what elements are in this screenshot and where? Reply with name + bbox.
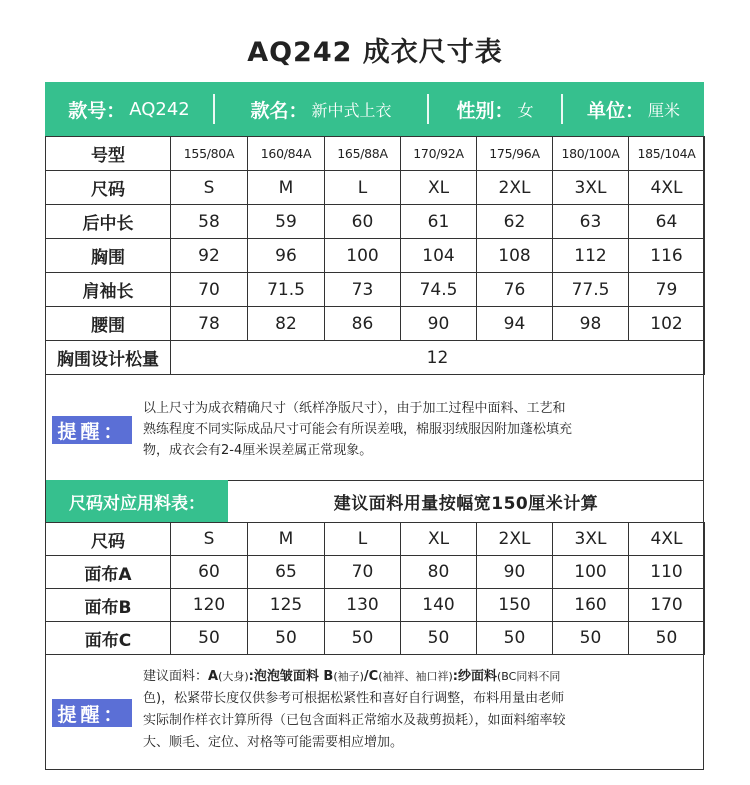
- tip-line: [143, 666, 698, 688]
- page-title: AQ242 成衣尺寸表: [247, 37, 503, 68]
- table-cell: 140: [401, 589, 477, 622]
- table-row: [46, 622, 705, 655]
- unit-value: 厘米: [648, 100, 681, 120]
- header-divider: [561, 94, 563, 124]
- tip-line: 物，成衣会有2-4厘米误差属正常现象。: [143, 443, 373, 458]
- table-cell: 3XL: [553, 171, 629, 205]
- fabric-section-title: 尺码对应用料表：: [46, 480, 228, 522]
- header-divider: [427, 94, 429, 124]
- tip-text-run: (BC同料不同: [497, 670, 561, 683]
- tip-text-run: B: [318, 669, 334, 684]
- tip-text-run: :纱面料: [452, 669, 497, 684]
- table-row: [46, 239, 705, 273]
- table-cell: 170/92A: [401, 137, 477, 171]
- table-cell: S: [171, 523, 248, 556]
- table-cell: 155/80A: [171, 137, 248, 171]
- table-cell: 50: [171, 622, 248, 655]
- row-label: 肩袖长: [46, 273, 171, 307]
- table-cell: 77.5: [553, 273, 629, 307]
- table-cell: M: [248, 523, 325, 556]
- fabric-table: [45, 522, 705, 655]
- tip-text-run: (袖子): [333, 670, 364, 683]
- table-row: [46, 589, 705, 622]
- header-bar: [45, 82, 704, 136]
- table-cell: L: [325, 171, 401, 205]
- table-cell: 130: [325, 589, 401, 622]
- table-cell: 86: [325, 307, 401, 341]
- table-cell: 2XL: [477, 523, 553, 556]
- table-cell: 112: [553, 239, 629, 273]
- table-row: [46, 273, 705, 307]
- table-row: [46, 171, 705, 205]
- table-cell: 70: [171, 273, 248, 307]
- table-cell: 63: [553, 205, 629, 239]
- table-cell: 185/104A: [629, 137, 705, 171]
- style-no: [45, 82, 213, 136]
- table-cell: 73: [325, 273, 401, 307]
- ease-label: 胸围设计松量: [46, 341, 171, 375]
- table-cell: 104: [401, 239, 477, 273]
- table-cell: 2XL: [477, 171, 553, 205]
- style-name: [215, 82, 427, 136]
- table-cell: 65: [248, 556, 325, 589]
- style-no-value: AQ242: [129, 98, 190, 120]
- table-row: [46, 205, 705, 239]
- table-cell: 160/84A: [248, 137, 325, 171]
- table-cell: 150: [477, 589, 553, 622]
- header-divider: [213, 94, 215, 124]
- table-cell: 4XL: [629, 523, 705, 556]
- gender-label: 性别：: [456, 99, 514, 122]
- tip-text: [143, 666, 698, 754]
- tip-text-run: (大身): [218, 670, 249, 683]
- table-cell: 50: [325, 622, 401, 655]
- tip-text-run: /C: [363, 669, 379, 684]
- table-cell: 120: [171, 589, 248, 622]
- tip-line: 实际制作样衣计算所得（已包含面料正常缩水及裁剪损耗），如面料缩率较: [143, 713, 566, 728]
- gender-value: 女: [517, 100, 534, 120]
- row-label: 后中长: [46, 205, 171, 239]
- table-cell: 64: [629, 205, 705, 239]
- tip-badge: 提醒：: [52, 416, 132, 444]
- table-row: [46, 556, 705, 589]
- table-cell: 102: [629, 307, 705, 341]
- table-cell: 96: [248, 239, 325, 273]
- table-cell: 125: [248, 589, 325, 622]
- table-cell: 175/96A: [477, 137, 553, 171]
- style-name-label: 款名：: [250, 99, 308, 122]
- tip-line: 以上尺寸为成衣精确尺寸（纸样净版尺寸），由于加工过程中面料、工艺和: [143, 401, 566, 416]
- row-label: 尺码: [46, 171, 171, 205]
- table-cell: 50: [553, 622, 629, 655]
- table-cell: 76: [477, 273, 553, 307]
- table-cell: 92: [171, 239, 248, 273]
- table-cell: 170: [629, 589, 705, 622]
- tip-text: [143, 398, 698, 461]
- table-cell: 160: [553, 589, 629, 622]
- table-cell: 59: [248, 205, 325, 239]
- tip-badge: 提醒：: [52, 699, 132, 727]
- row-label: 面布C: [46, 622, 171, 655]
- table-cell: 80: [401, 556, 477, 589]
- table-row: [46, 523, 705, 556]
- table-cell: 71.5: [248, 273, 325, 307]
- style-no-label: 款号：: [68, 99, 126, 122]
- unit: [563, 82, 704, 136]
- table-cell: 98: [553, 307, 629, 341]
- table-cell: 108: [477, 239, 553, 273]
- table-cell: 100: [325, 239, 401, 273]
- tip-line: 色)，松紧带长度仅供参考可根据松紧性和喜好自行调整，布料用量由老师: [143, 691, 565, 706]
- table-cell: 50: [401, 622, 477, 655]
- table-cell: 61: [401, 205, 477, 239]
- table-cell: 110: [629, 556, 705, 589]
- tip-line: 大、顺毛、定位、对格等可能需要相应增加。: [143, 735, 404, 750]
- table-cell: 94: [477, 307, 553, 341]
- table-cell: 70: [325, 556, 401, 589]
- row-label: 腰围: [46, 307, 171, 341]
- table-cell: 79: [629, 273, 705, 307]
- table-cell: 180/100A: [553, 137, 629, 171]
- table-cell: 90: [477, 556, 553, 589]
- unit-label: 单位：: [586, 99, 644, 122]
- table-cell: 58: [171, 205, 248, 239]
- table-cell: S: [171, 171, 248, 205]
- row-label: 胸围: [46, 239, 171, 273]
- table-cell: 100: [553, 556, 629, 589]
- gender: [429, 82, 561, 136]
- table-cell: 74.5: [401, 273, 477, 307]
- table-cell: 50: [248, 622, 325, 655]
- fabric-section-note: 建议面料用量按幅宽150厘米计算: [333, 493, 599, 514]
- style-name-value: 新中式上衣: [311, 100, 392, 120]
- ease-row: [46, 341, 705, 375]
- tip-text-run: A: [208, 669, 219, 684]
- table-cell: XL: [401, 523, 477, 556]
- tip-text-run: 建议面料：: [143, 669, 209, 684]
- size-table: [45, 136, 705, 375]
- tip-line: 熟练程度不同实际成品尺寸可能会有所误差哦，棉服羽绒服因附加蓬松填充: [143, 422, 573, 437]
- row-label: 面布A: [46, 556, 171, 589]
- table-cell: 60: [171, 556, 248, 589]
- table-cell: XL: [401, 171, 477, 205]
- table-cell: 62: [477, 205, 553, 239]
- table-cell: 90: [401, 307, 477, 341]
- ease-value: 12: [171, 341, 705, 375]
- table-cell: L: [325, 523, 401, 556]
- table-cell: M: [248, 171, 325, 205]
- tip-text-run: (袖袢、袖口袢): [378, 670, 453, 683]
- table-row: [46, 307, 705, 341]
- table-row: [46, 137, 705, 171]
- table-cell: 82: [248, 307, 325, 341]
- table-cell: 165/88A: [325, 137, 401, 171]
- tip-text-run: :泡泡皱面料: [248, 669, 319, 684]
- table-cell: 4XL: [629, 171, 705, 205]
- row-label: 尺码: [46, 523, 171, 556]
- table-cell: 60: [325, 205, 401, 239]
- table-cell: 50: [477, 622, 553, 655]
- table-cell: 3XL: [553, 523, 629, 556]
- table-cell: 50: [629, 622, 705, 655]
- table-cell: 78: [171, 307, 248, 341]
- row-label: 面布B: [46, 589, 171, 622]
- row-label: 号型: [46, 137, 171, 171]
- table-cell: 116: [629, 239, 705, 273]
